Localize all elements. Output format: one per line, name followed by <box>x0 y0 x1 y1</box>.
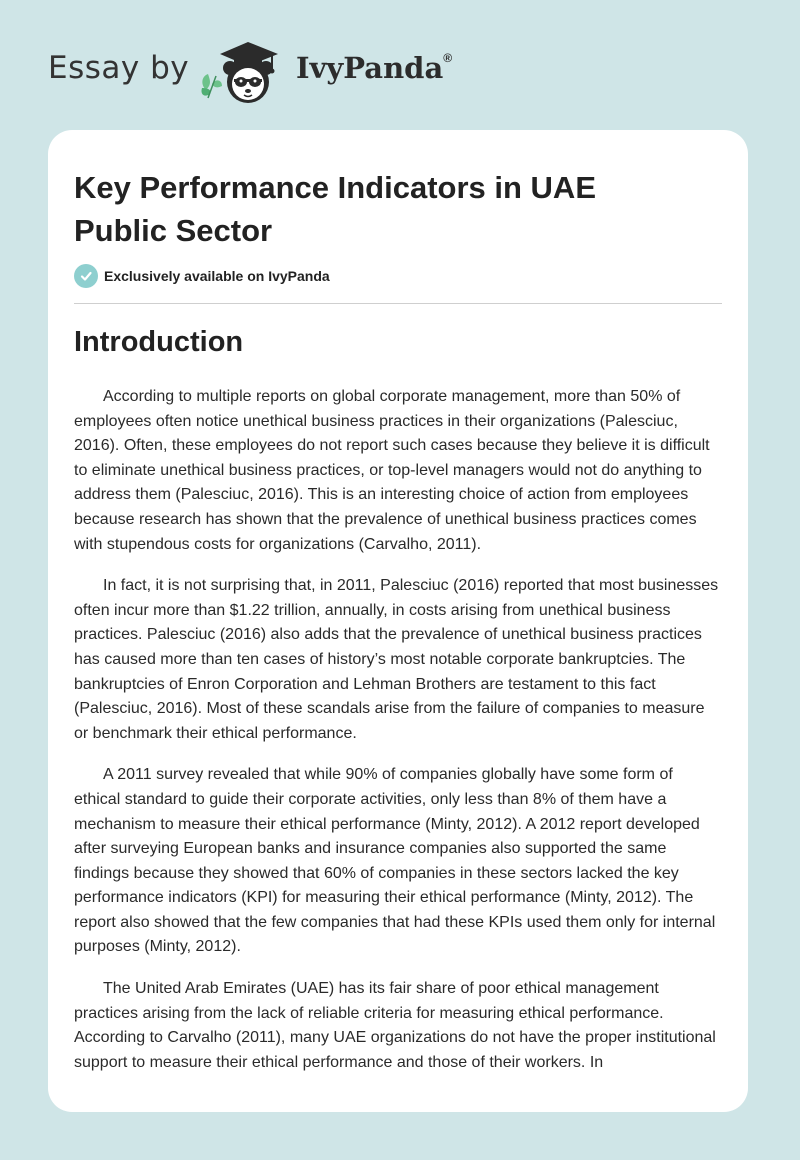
site-header <box>0 0 800 130</box>
paragraph: According to multiple reports on global corporate management, more than 50% of employees often notice unethical business practices in their organizations (Palesciuc, 2016). Often, these employees do not report such cases because they believe it is difficult to eliminate unethical business practices, or top-level managers would not do anything to address them (Palesciuc, 2016). This is an interesting choice of action from employees because research has shown that the prevalence of unethical business practices comes with stupendous costs for organizations (Carvalho, 2011). <box>74 388 710 553</box>
trademark-mark: ® <box>443 51 453 66</box>
panda-logo-icon[interactable] <box>198 36 294 108</box>
exclusive-badge <box>74 263 330 289</box>
brand-name[interactable] <box>296 51 452 85</box>
paragraph: The United Arab Emirates (UAE) has its fair share of poor ethical management practices arising from the lack of reliable criteria for measuring ethical performance. According to Carvalho (2011), many UAE organizations do not have the proper institutional support to measure their ethical performance and those of their workers. In <box>74 980 716 1071</box>
title-divider <box>74 303 722 304</box>
article-title: Key Performance Indicators in UAE Public Sector <box>74 170 596 248</box>
ivy-leaf-icon <box>201 74 222 98</box>
article-body <box>74 385 722 1092</box>
paragraph: A 2011 survey revealed that while 90% of companies globally have some form of ethical standard to guide their corporate activities, only less than 8% of them have a mechanism to measure their ethical performance (Minty, 2012). A 2012 report developed after surveying European banks and insurance companies also supported the same findings because they showed that 60% of companies in these sectors lacked the key performance indicators (KPI) for measuring their ethical performance (Minty, 2012). The report also showed that the few companies that had these KPIs used them only for internal purposes (Minty, 2012). <box>74 766 716 956</box>
paragraph: In fact, it is not surprising that, in 2011, Palesciuc (2016) reported that most businesses often incur more than $1.22 trillion, annually, in costs arising from unethical business practices. Palesciuc (2016) also adds that the prevalence of unethical business practices has caused more than ten cases of history’s most notable corporate bankruptcies. The bankruptcies of Enron Corporation and Lehman Brothers are testament to this fact (Palesciuc, 2016). Most of these scandals arise from the failure of companies to measure or benchmark their ethical performance. <box>74 577 719 742</box>
section-heading: Introduction <box>74 326 244 358</box>
brand-prefix: Essay by <box>48 50 190 86</box>
article-card <box>48 130 748 1112</box>
brand-name-text: IvyPanda <box>296 51 444 85</box>
checkmark-icon <box>74 264 98 288</box>
exclusive-badge-label: Exclusively available on IvyPanda <box>104 268 330 284</box>
